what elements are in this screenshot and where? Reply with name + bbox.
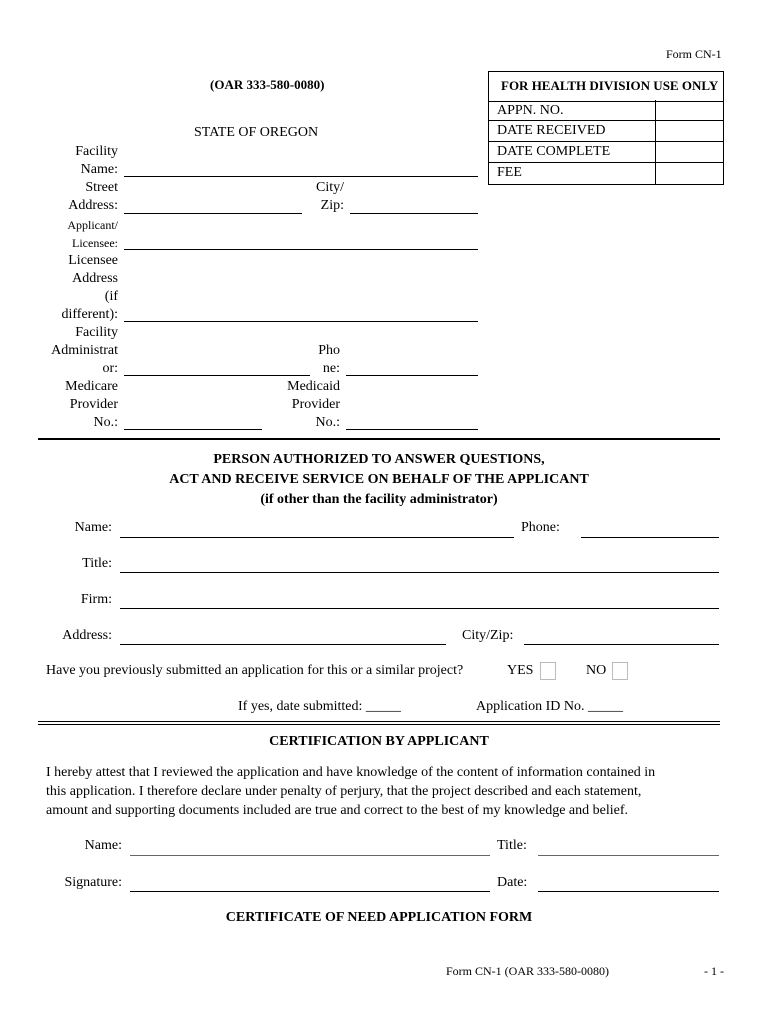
auth-phone-label: Phone:: [521, 520, 560, 535]
section-divider-2b: [38, 724, 720, 725]
no-label: NO: [586, 663, 607, 678]
page-number: - 1 -: [704, 964, 724, 978]
medicare-label: Medicare Provider No.:: [65, 379, 118, 430]
section-divider: [38, 438, 720, 440]
cert-title-field[interactable]: [538, 855, 719, 856]
auth-cityzip-label: City/Zip:: [462, 628, 514, 643]
licensee-address-label: Licensee Address (if different):: [61, 253, 118, 322]
street-address-label: Street Address:: [68, 180, 118, 213]
auth-name-field[interactable]: [120, 537, 514, 538]
medicaid-label: Medicaid Provider No.:: [287, 379, 340, 430]
certification-title: CERTIFICATION BY APPLICANT: [269, 734, 489, 749]
auth-address-label: Address:: [62, 628, 112, 643]
state-title: STATE OF OREGON: [194, 125, 319, 140]
auth-firm-field[interactable]: [120, 608, 719, 609]
applicant-licensee-label: Applicant/ Licensee:: [67, 218, 118, 250]
facility-name-label: Facility Name:: [75, 144, 118, 177]
cert-name-field[interactable]: [130, 855, 490, 856]
cert-date-label: Date:: [497, 875, 528, 890]
medicare-field[interactable]: [124, 429, 262, 430]
date-received-label: DATE RECEIVED: [497, 123, 606, 138]
yes-checkbox[interactable]: [540, 662, 556, 680]
section-divider-2a: [38, 721, 720, 722]
no-checkbox[interactable]: [612, 662, 628, 680]
date-complete-label: DATE COMPLETE: [497, 144, 611, 159]
phone-field[interactable]: [346, 375, 478, 376]
facility-name-field[interactable]: [124, 176, 478, 177]
footer-form-reference: Form CN-1 (OAR 333-580-0080): [446, 964, 609, 978]
cert-title-label: Title:: [497, 838, 527, 853]
form-title: CERTIFICATE OF NEED APPLICATION FORM: [225, 910, 533, 925]
form-id: Form CN-1: [666, 47, 722, 61]
cert-signature-field[interactable]: [130, 891, 490, 892]
certification-text: I hereby attest that I reviewed the application and have knowledge of the content of information contained in this application. I therefore declare under penalty of perjury, that the project described and each statement, amount and supporting documents included are true and correct to the best of my knowledge and belief.: [46, 765, 656, 818]
yes-label: YES: [507, 663, 534, 678]
previous-application-question: Have you previously submitted an application for this or a similar project?: [46, 663, 464, 678]
auth-phone-field[interactable]: [581, 537, 719, 538]
office-use-header: [488, 71, 724, 102]
appn-no-label: APPN. NO.: [497, 103, 564, 118]
auth-title-field[interactable]: [120, 572, 719, 573]
licensee-address-field[interactable]: [124, 321, 478, 322]
city-zip-field[interactable]: [350, 213, 478, 214]
auth-name-label: Name:: [74, 520, 112, 535]
auth-address-field[interactable]: [120, 644, 446, 645]
oar-reference: (OAR 333-580-0080): [210, 77, 325, 92]
cert-name-label: Name:: [84, 838, 122, 853]
cert-signature-label: Signature:: [64, 875, 122, 890]
auth-title-label: Title:: [82, 556, 112, 571]
facility-admin-field[interactable]: [124, 375, 310, 376]
city-zip-label: City/ Zip:: [315, 180, 344, 213]
phone-label: Pho ne:: [318, 343, 340, 376]
fee-label: FEE: [497, 165, 522, 180]
application-id[interactable]: Application ID No. _____: [476, 699, 623, 714]
date-submitted[interactable]: If yes, date submitted: _____: [238, 699, 401, 714]
office-use-title: FOR HEALTH DIVISION USE ONLY: [501, 78, 719, 93]
facility-admin-label: Facility Administrat or:: [51, 325, 118, 376]
applicant-licensee-field[interactable]: [124, 249, 478, 250]
medicaid-field[interactable]: [346, 429, 478, 430]
street-address-field[interactable]: [124, 213, 302, 214]
authorized-title: PERSON AUTHORIZED TO ANSWER QUESTIONS, ACT AND RECEIVE SERVICE ON BEHALF OF THE APPLICANT (if other than the facility administrator): [169, 452, 589, 507]
auth-cityzip-field[interactable]: [524, 644, 719, 645]
cert-date-field[interactable]: [538, 891, 719, 892]
office-use-table: [488, 100, 724, 185]
auth-firm-label: Firm:: [80, 592, 112, 607]
